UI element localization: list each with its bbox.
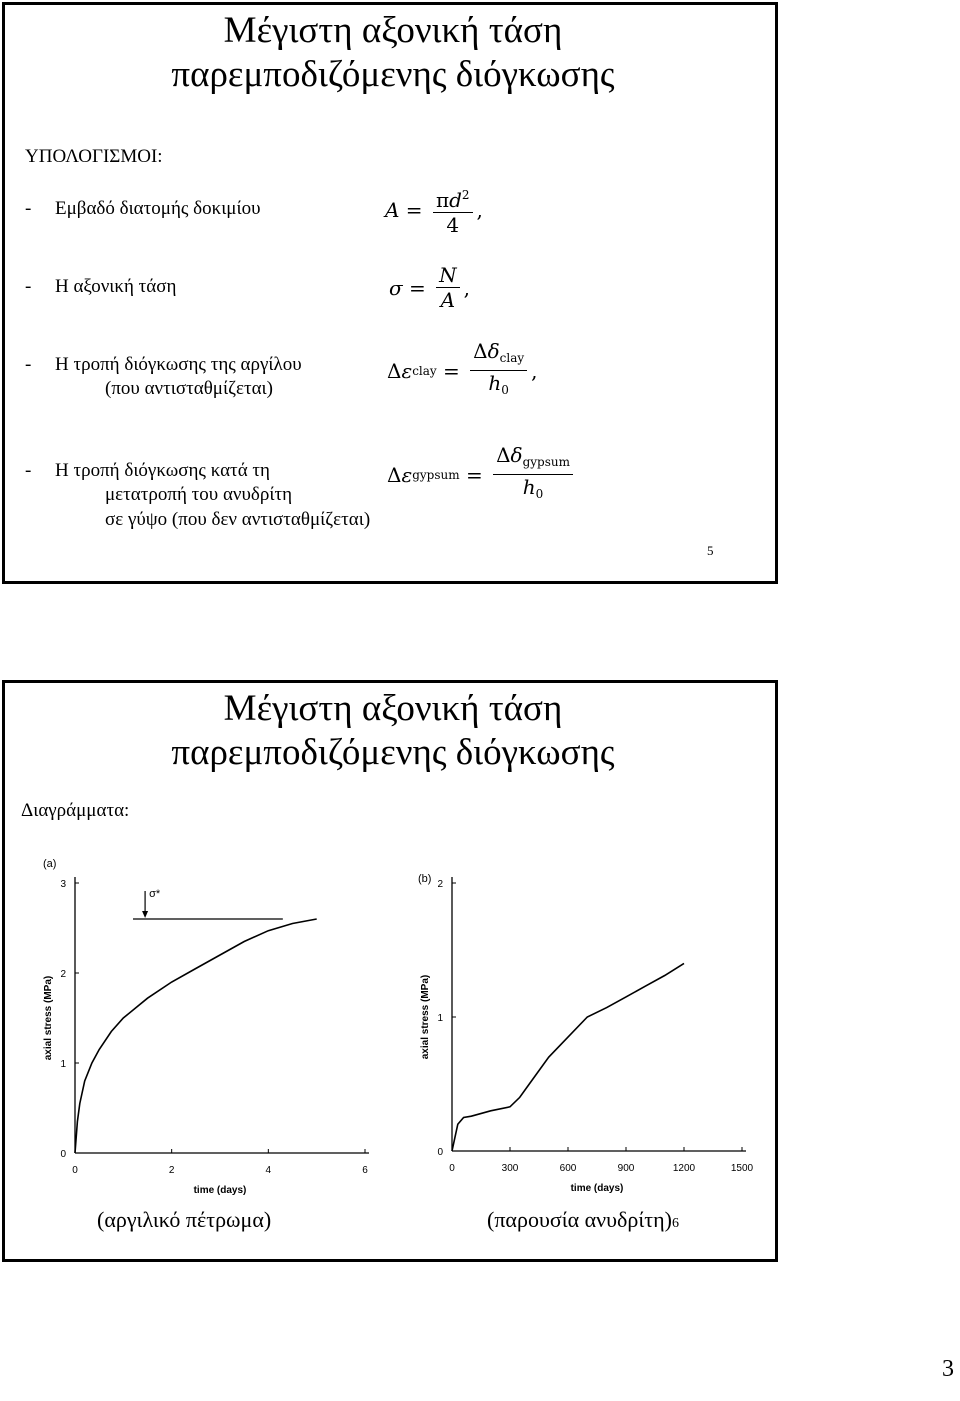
formula-stress: σ = $\frac{N}{A}$ , xyxy=(389,263,470,312)
sigma-star-label: σ* xyxy=(149,888,161,900)
calculations-heading: ΥΠΟΛΟΓΙΣΜΟΙ: xyxy=(25,146,163,167)
x-axis-label: time (days) xyxy=(570,1183,624,1194)
y-tick-label: 2 xyxy=(60,969,66,980)
x-tick-label: 6 xyxy=(362,1165,368,1176)
caption-anhydrite-text: (παρουσία ανυδρίτη) xyxy=(487,1207,672,1232)
series-line xyxy=(75,919,317,1153)
x-tick-label: 1200 xyxy=(672,1163,696,1174)
x-tick-label: 0 xyxy=(72,1165,78,1176)
y-tick-label: 0 xyxy=(60,1149,66,1160)
slide-title xyxy=(5,9,781,97)
y-tick-label: 0 xyxy=(437,1147,443,1158)
title-line-1: Μέγιστη αξονική τάση xyxy=(223,10,563,51)
page-number: 3 xyxy=(942,1356,954,1382)
x-axis-label: time (days) xyxy=(193,1185,247,1196)
item-dash: - xyxy=(25,354,32,375)
chart-clay xyxy=(35,853,385,1198)
formula-area: A = $\frac{\pi d^2}{4}$ , xyxy=(385,183,483,237)
x-tick-label: 300 xyxy=(501,1163,519,1174)
y-tick-label: 1 xyxy=(60,1059,66,1070)
caption-anhydrite xyxy=(487,1207,679,1233)
x-tick-label: 600 xyxy=(559,1163,577,1174)
slide-6 xyxy=(2,680,778,1262)
y-tick-label: 3 xyxy=(60,879,66,890)
y-tick-label: 1 xyxy=(437,1013,443,1024)
item-axial-stress: Η αξονική τάση xyxy=(55,276,177,297)
item-dash: - xyxy=(25,276,32,297)
panel-label: (a) xyxy=(43,858,57,870)
y-axis-label: axial stress (MPa) xyxy=(43,975,54,1061)
item-dash: - xyxy=(25,198,32,219)
x-tick-label: 1500 xyxy=(730,1163,754,1174)
formula-gypsum-strain: Δ ε gypsum = $\frac{\Delta\delta_{gypsum}}{h_0}$ xyxy=(387,443,577,506)
caption-clay: (αργιλικό πέτρωμα) xyxy=(97,1207,272,1232)
slide-5 xyxy=(2,2,778,584)
x-tick-label: 0 xyxy=(449,1163,455,1174)
slide-title xyxy=(5,687,781,775)
y-axis-label: axial stress (MPa) xyxy=(420,974,431,1060)
item-gypsum-line2: μετατροπή του ανυδρίτη xyxy=(105,484,293,505)
item-gypsum-line3: σε γύψο (που δεν αντισταθμίζεται) xyxy=(105,509,371,530)
title-line-1: Μέγιστη αξονική τάση xyxy=(223,688,563,729)
item-dash: - xyxy=(25,460,32,481)
item-clay-swelling-strain: Η τροπή διόγκωσης της αργίλου xyxy=(55,354,302,375)
title-line-2: παρεμποδιζόμενης διόγκωσης xyxy=(171,54,615,95)
item-cross-section-area: Εμβαδό διατομής δοκιμίου xyxy=(55,198,261,219)
formula-clay-strain: Δ ε clay = $\frac{\Delta\delta_{clay}}{h_0}$ , xyxy=(387,339,538,397)
series-line xyxy=(452,963,684,1151)
title-line-2: παρεμποδιζόμενης διόγκωσης xyxy=(171,732,615,773)
slide-number: 6 xyxy=(671,1216,679,1231)
x-tick-label: 4 xyxy=(265,1165,272,1176)
item-gypsum-swelling-strain: Η τροπή διόγκωσης κατά τη xyxy=(55,460,270,481)
y-tick-label: 2 xyxy=(437,879,443,890)
chart-anhydrite xyxy=(410,868,765,1198)
x-tick-label: 2 xyxy=(168,1165,175,1176)
item-clay-note: (που αντισταθμίζεται) xyxy=(105,378,273,399)
slide-number: 5 xyxy=(707,543,714,558)
sigma-star-arrowhead xyxy=(142,911,148,918)
panel-label: (b) xyxy=(418,873,432,885)
diagrams-label: Διαγράμματα: xyxy=(21,800,130,821)
x-tick-label: 900 xyxy=(617,1163,635,1174)
